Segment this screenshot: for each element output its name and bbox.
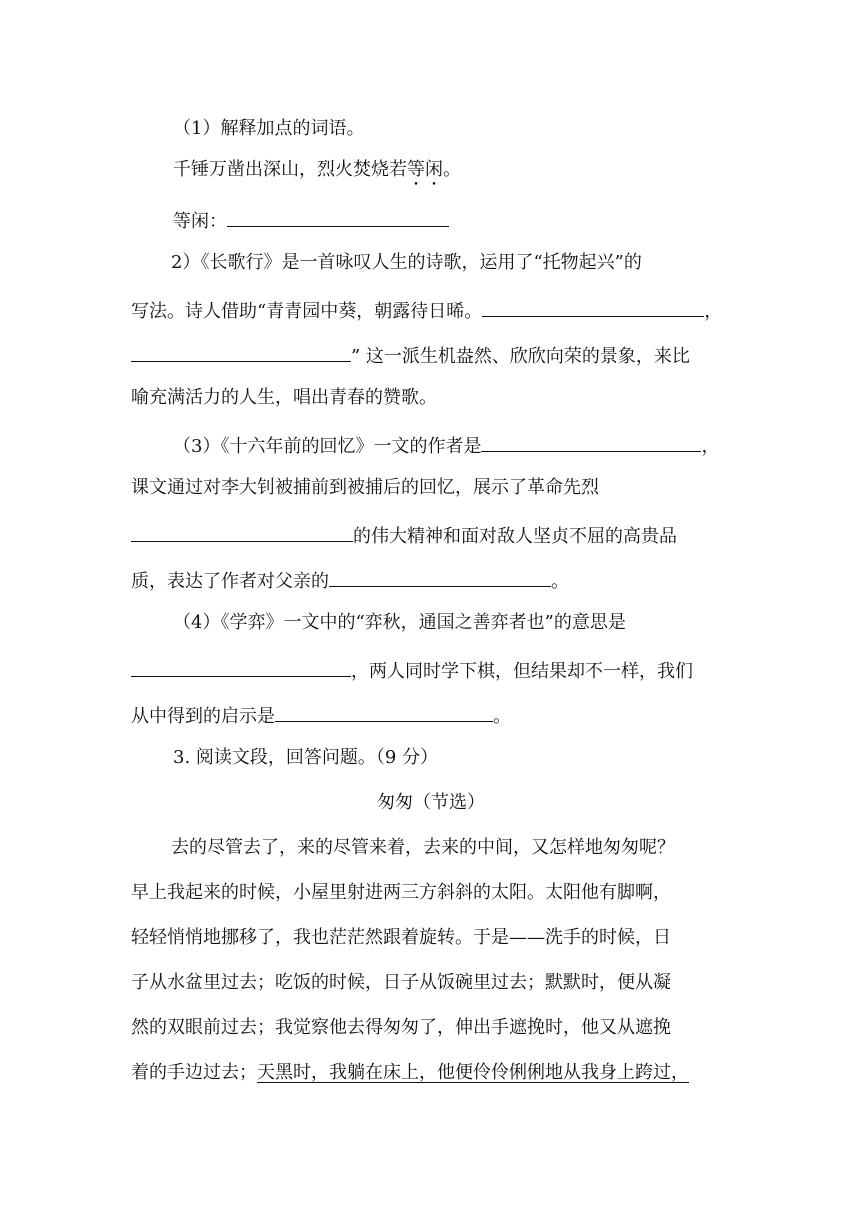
q2-line-3 (131, 341, 690, 369)
q4-line-3 (131, 701, 511, 729)
q1-answer-blank[interactable] (227, 206, 449, 227)
q3-line-1 (173, 431, 719, 459)
section3-heading: 3. 阅读文段，回答问题。（9 分） (173, 747, 439, 768)
q2-answer-blank-2[interactable] (131, 341, 351, 362)
passage-line-6 (131, 1061, 689, 1085)
q4-line-1: （4）《学弈》一文中的“弈秋，通国之善弈者也”的意思是 (173, 612, 626, 633)
passage-line-6-plain: 着的手边过去； (131, 1062, 257, 1083)
q4-lesson-blank[interactable] (275, 701, 493, 722)
q3-line-4-text: 质，表达了作者对父亲的 (131, 571, 329, 592)
passage-line-2: 早上我起来的时候，小屋里射进两三方斜斜的太阳。太阳他有脚啊， (131, 882, 671, 903)
q2-line-3-text: ” 这一派生机盎然、欣欣向荣的景象，来比 (351, 346, 690, 367)
q3-line-3 (131, 521, 677, 549)
q1-poem-before: 千锤万凿出深山，烈火焚烧若 (173, 159, 407, 180)
q3-line-2: 课文通过对李大钊被捕前到被捕后的回忆，展示了革命先烈 (131, 477, 599, 498)
passage-line-3: 轻轻悄悄地挪移了，我也茫茫然跟着旋转。于是——洗手的时候，日 (131, 927, 671, 948)
q1-dotted-char-2: 闲 (425, 159, 443, 180)
passage-line-5: 然的双眼前过去；我觉察他去得匆匆了，伸出手遮挽时，他又从遮挽 (131, 1017, 671, 1038)
q2-line-1: 2）《长歌行》是一首咏叹人生的诗歌，运用了“托物起兴”的 (171, 252, 642, 273)
q1-term-line (173, 206, 449, 234)
q3-author-blank[interactable] (481, 431, 701, 452)
q2-line-4: 喻充满活力的人生，唱出青春的赞歌。 (131, 387, 437, 408)
q3-line-1-text: （3）《十六年前的回忆》一文的作者是 (173, 436, 482, 457)
q1-prompt: （1）解释加点的词语。 (173, 118, 365, 139)
q2-line-2-text: 写法。诗人借助“青青园中葵，朝露待日晞。 (131, 301, 483, 322)
q4-line-3-end: 。 (493, 706, 511, 727)
q3-line-3-text: 的伟大精神和面对敌人坚贞不屈的高贵品 (353, 526, 677, 547)
q2-line-2 (131, 296, 722, 324)
q1-dotted-char-1: 等 (407, 159, 425, 180)
passage-line-1: 去的尽管去了，来的尽管来着，去来的中间，又怎样地匆匆呢？ (171, 837, 675, 858)
passage-title: 匆匆（节选） (377, 792, 485, 813)
passage-underlined-sentence: 天黑时，我躺在床上，他便伶伶俐俐地从我身上跨过， (257, 1062, 689, 1083)
passage-line-4: 子从水盆里过去；吃饭的时候，日子从饭碗里过去；默默时，便从凝 (131, 972, 671, 993)
q4-meaning-blank[interactable] (131, 656, 351, 677)
q2-answer-blank-1[interactable] (482, 296, 704, 317)
q3-line-4-end: 。 (551, 571, 569, 592)
q1-poem-after: 。 (443, 159, 461, 180)
q1-term-label: 等闲： (173, 211, 227, 232)
q4-line-3-text: 从中得到的启示是 (131, 706, 275, 727)
q3-spirit-blank[interactable] (131, 521, 353, 542)
q3-feeling-blank[interactable] (329, 566, 551, 587)
q2-line-2-end: ， (704, 301, 723, 322)
q3-line-1-end: ， (701, 436, 720, 457)
q1-poem-line (173, 158, 461, 182)
q4-line-2 (131, 656, 693, 684)
q4-line-2-text: ，两人同时学下棋，但结果却不一样，我们 (351, 661, 693, 682)
q3-line-4 (131, 566, 569, 594)
